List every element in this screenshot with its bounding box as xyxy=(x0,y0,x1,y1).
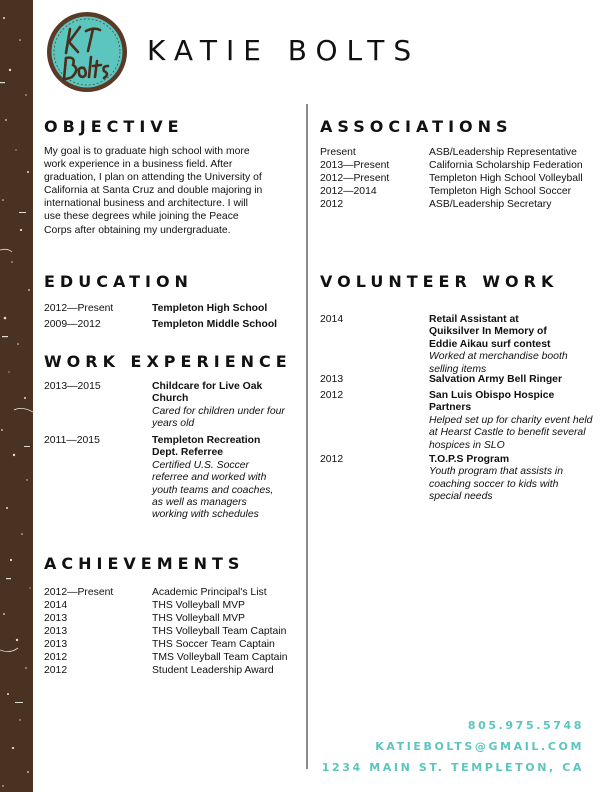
association-dates: Present xyxy=(320,147,356,158)
achievement-row xyxy=(44,612,304,625)
education-dates: 2012—Present xyxy=(44,303,114,314)
volunteer-entry xyxy=(320,454,605,506)
association-org: California Scholarship Federation xyxy=(429,160,583,171)
associations-heading: ASSOCIATIONS xyxy=(320,117,513,136)
achievement-row xyxy=(44,664,304,677)
achievement-award: THS Volleyball Team Captain xyxy=(152,626,287,637)
volunteer-title: T.O.P.S Program xyxy=(429,454,510,465)
association-dates: 2012—2014 xyxy=(320,186,377,197)
work-dates: 2011—2015 xyxy=(44,435,100,446)
logo-badge xyxy=(46,11,128,93)
achievement-award: Academic Principal's List xyxy=(152,587,267,598)
work-entry xyxy=(44,381,294,433)
association-row xyxy=(320,198,605,211)
association-row xyxy=(320,159,605,172)
contact-phone: 805.975.5748 xyxy=(467,719,584,732)
work-heading: WORK EXPERIENCE xyxy=(44,352,292,371)
contact-address: 1234 MAIN ST. TEMPLETON, CA xyxy=(321,761,584,774)
education-school: Templeton High School xyxy=(152,303,268,314)
association-dates: 2012 xyxy=(320,199,344,210)
achievements-heading: ACHIEVEMENTS xyxy=(44,554,245,573)
contact-email: KATIEBOLTS@GMAIL.COM xyxy=(375,740,584,753)
association-row xyxy=(320,146,605,159)
volunteer-entry xyxy=(320,390,605,450)
sidebar-texture xyxy=(0,0,33,792)
achievement-row xyxy=(44,625,304,638)
association-org: ASB/Leadership Representative xyxy=(429,147,577,158)
work-description: Certified U.S. Soccer referree and worked with youth teams and coaches, as well as managers working with schedules xyxy=(152,459,274,521)
education-row xyxy=(44,302,304,315)
column-divider xyxy=(306,104,308,769)
work-title: Templeton Recreation Dept. Referree xyxy=(152,435,261,459)
achievement-year: 2013 xyxy=(44,613,68,624)
volunteer-year: 2014 xyxy=(320,314,344,325)
volunteer-year: 2012 xyxy=(320,454,344,465)
volunteer-title: Salvation Army Bell Ringer xyxy=(429,374,562,385)
volunteer-description: Helped set up for charity event held at Hearst Castle to benefit several hospices in SLO xyxy=(429,414,593,451)
achievement-year: 2012 xyxy=(44,665,68,676)
volunteer-year: 2012 xyxy=(320,390,344,401)
education-row xyxy=(44,318,304,331)
volunteer-description: Worked at merchandise booth selling items xyxy=(429,351,568,375)
work-description: Cared for children under four years old xyxy=(152,405,285,430)
achievement-row xyxy=(44,586,304,599)
education-dates: 2009—2012 xyxy=(44,319,101,330)
volunteer-heading: VOLUNTEER WORK xyxy=(320,272,559,291)
volunteer-title: Retail Assistant at Quiksilver In Memory of Eddie Aikau surf contest xyxy=(429,314,551,350)
volunteer-year: 2013 xyxy=(320,374,344,385)
volunteer-title: San Luis Obispo Hospice Partners xyxy=(429,390,555,414)
achievement-award: THS Volleyball MVP xyxy=(152,600,245,611)
work-dates: 2013—2015 xyxy=(44,381,101,392)
association-org: Templeton High School Volleyball xyxy=(429,173,583,184)
achievement-year: 2012—Present xyxy=(44,587,114,598)
achievement-row xyxy=(44,638,304,651)
achievement-year: 2012 xyxy=(44,652,68,663)
association-dates: 2013—Present xyxy=(320,160,390,171)
achievement-award: Student Leadership Award xyxy=(152,665,274,676)
achievement-award: THS Volleyball MVP xyxy=(152,613,245,624)
association-org: Templeton High School Soccer xyxy=(429,186,572,197)
work-entry xyxy=(44,435,294,530)
objective-heading: OBJECTIVE xyxy=(44,117,184,136)
achievement-year: 2014 xyxy=(44,600,68,611)
association-row xyxy=(320,185,605,198)
achievement-award: TMS Volleyball Team Captain xyxy=(152,652,288,663)
decorative-sidebar xyxy=(0,0,33,792)
candidate-name: KATIE BOLTS xyxy=(147,34,421,67)
volunteer-description: Youth program that assists in coaching soccer to kids with special needs xyxy=(429,466,563,503)
association-org: ASB/Leadership Secretary xyxy=(429,199,552,210)
work-title: Childcare for Live Oak Church xyxy=(152,381,263,405)
achievement-year: 2013 xyxy=(44,626,68,637)
achievement-year: 2013 xyxy=(44,639,68,650)
achievement-award: THS Soccer Team Captain xyxy=(152,639,275,650)
volunteer-entry xyxy=(320,374,605,388)
achievement-row xyxy=(44,651,304,664)
objective-text: My goal is to graduate high school with more work experience in a business field. After graduation, I plan on attending the University of California at Santa Cruz and double majoring in international business and architecture. I will use these degrees while joining the Peace Corps after obtaining my undergraduate. xyxy=(44,146,263,236)
association-dates: 2012—Present xyxy=(320,173,390,184)
education-school: Templeton Middle School xyxy=(152,319,278,330)
volunteer-entry xyxy=(320,314,605,374)
achievement-row xyxy=(44,599,304,612)
education-heading: EDUCATION xyxy=(44,272,193,291)
association-row xyxy=(320,172,605,185)
